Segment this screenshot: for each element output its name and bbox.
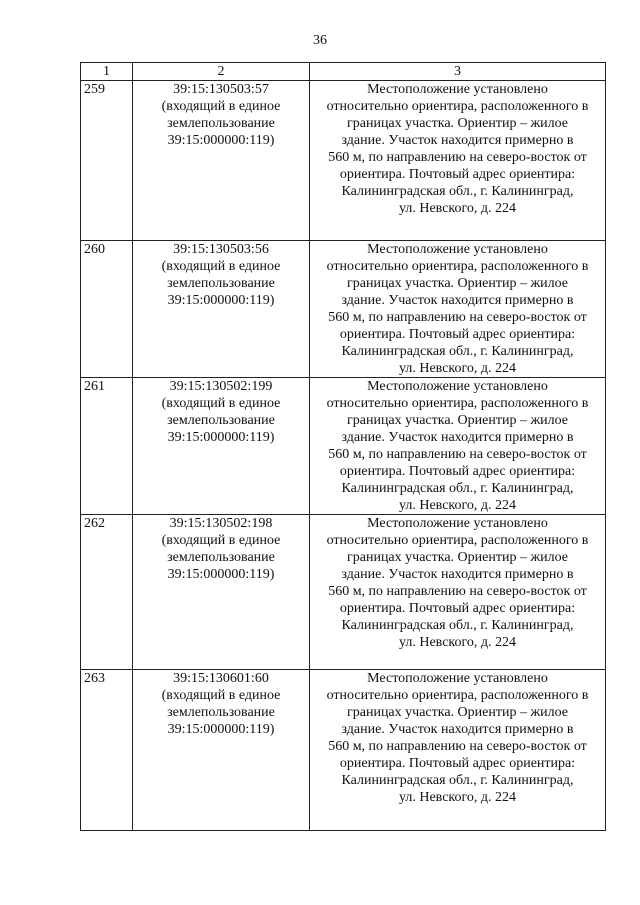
location-line: 560 м, по направлению на северо-восток от: [328, 310, 587, 325]
land-plots-table: [80, 62, 606, 831]
cadastral-cell: [133, 378, 310, 515]
location-line: Местоположение установлено: [367, 671, 548, 686]
row-number: 259: [81, 81, 133, 241]
note-line: (входящий в единое: [161, 99, 281, 114]
location-line: границах участка. Ориентир – жилое: [347, 116, 568, 131]
cadastral-number: 39:15:130601:60: [173, 671, 269, 686]
row-number: 263: [81, 670, 133, 831]
location-line: здание. Участок находится примерно в: [341, 430, 574, 445]
location-line: границах участка. Ориентир – жилое: [347, 276, 568, 291]
note-line: землепользование: [167, 413, 275, 428]
location-line: ориентира. Почтовый адрес ориентира:: [339, 601, 576, 616]
location-line: 560 м, по направлению на северо-восток от: [328, 739, 587, 754]
row-number: 262: [81, 515, 133, 670]
note-line: (входящий в единое: [161, 396, 281, 411]
cadastral-cell: [133, 81, 310, 241]
row-number: 261: [81, 378, 133, 515]
note-line: 39:15:000000:119): [167, 567, 275, 582]
note-line: (входящий в единое: [161, 259, 281, 274]
location-line: здание. Участок находится примерно в: [341, 722, 574, 737]
note-line: (входящий в единое: [161, 688, 281, 703]
cadastral-number: 39:15:130503:56: [173, 242, 269, 257]
location-line: относительно ориентира, расположенного в: [326, 396, 589, 411]
location-cell: [310, 670, 606, 831]
page-number: 36: [313, 33, 327, 48]
location-line: ул. Невского, д. 224: [398, 635, 517, 650]
location-line: относительно ориентира, расположенного в: [326, 259, 589, 274]
location-line: Местоположение установлено: [367, 82, 548, 97]
location-line: границах участка. Ориентир – жилое: [347, 705, 568, 720]
location-line: ориентира. Почтовый адрес ориентира:: [339, 464, 576, 479]
location-line: Местоположение установлено: [367, 379, 548, 394]
table-header-row: [81, 63, 606, 81]
location-line: здание. Участок находится примерно в: [341, 293, 574, 308]
location-line: 560 м, по направлению на северо-восток от: [328, 150, 587, 165]
table-row: [81, 378, 606, 515]
location-line: относительно ориентира, расположенного в: [326, 688, 589, 703]
location-line: границах участка. Ориентир – жилое: [347, 413, 568, 428]
location-line: Местоположение установлено: [367, 242, 548, 257]
row-number: 260: [81, 241, 133, 378]
table-row: [81, 241, 606, 378]
location-line: ориентира. Почтовый адрес ориентира:: [339, 327, 576, 342]
note-line: землепользование: [167, 550, 275, 565]
table-row: [81, 670, 606, 831]
location-cell: [310, 241, 606, 378]
cadastral-number: 39:15:130502:199: [169, 379, 273, 394]
cadastral-number: 39:15:130502:198: [169, 516, 273, 531]
note-line: землепользование: [167, 705, 275, 720]
column-header-3: 3: [310, 63, 606, 81]
location-line: Калининградская обл., г. Калининград,: [341, 773, 574, 788]
table-row: [81, 81, 606, 241]
note-line: (входящий в единое: [161, 533, 281, 548]
location-line: Калининградская обл., г. Калининград,: [341, 618, 574, 633]
location-line: ориентира. Почтовый адрес ориентира:: [339, 167, 576, 182]
note-line: 39:15:000000:119): [167, 722, 275, 737]
location-line: относительно ориентира, расположенного в: [326, 99, 589, 114]
location-line: здание. Участок находится примерно в: [341, 133, 574, 148]
location-line: ул. Невского, д. 224: [398, 361, 517, 376]
location-line: относительно ориентира, расположенного в: [326, 533, 589, 548]
location-line: Калининградская обл., г. Калининград,: [341, 481, 574, 496]
location-line: 560 м, по направлению на северо-восток от: [328, 447, 587, 462]
column-header-1: 1: [81, 63, 133, 81]
cadastral-cell: [133, 515, 310, 670]
location-line: Калининградская обл., г. Калининград,: [341, 184, 574, 199]
cadastral-cell: [133, 241, 310, 378]
location-line: ул. Невского, д. 224: [398, 498, 517, 513]
note-line: 39:15:000000:119): [167, 133, 275, 148]
location-line: Местоположение установлено: [367, 516, 548, 531]
cadastral-cell: [133, 670, 310, 831]
note-line: землепользование: [167, 116, 275, 131]
location-cell: [310, 81, 606, 241]
table-row: [81, 515, 606, 670]
location-cell: [310, 378, 606, 515]
location-line: здание. Участок находится примерно в: [341, 567, 574, 582]
note-line: землепользование: [167, 276, 275, 291]
cadastral-number: 39:15:130503:57: [173, 82, 269, 97]
location-line: Калининградская обл., г. Калининград,: [341, 344, 574, 359]
location-line: ул. Невского, д. 224: [398, 201, 517, 216]
column-header-2: 2: [133, 63, 310, 81]
location-cell: [310, 515, 606, 670]
location-line: границах участка. Ориентир – жилое: [347, 550, 568, 565]
note-line: 39:15:000000:119): [167, 430, 275, 445]
location-line: 560 м, по направлению на северо-восток от: [328, 584, 587, 599]
location-line: ул. Невского, д. 224: [398, 790, 517, 805]
note-line: 39:15:000000:119): [167, 293, 275, 308]
location-line: ориентира. Почтовый адрес ориентира:: [339, 756, 576, 771]
